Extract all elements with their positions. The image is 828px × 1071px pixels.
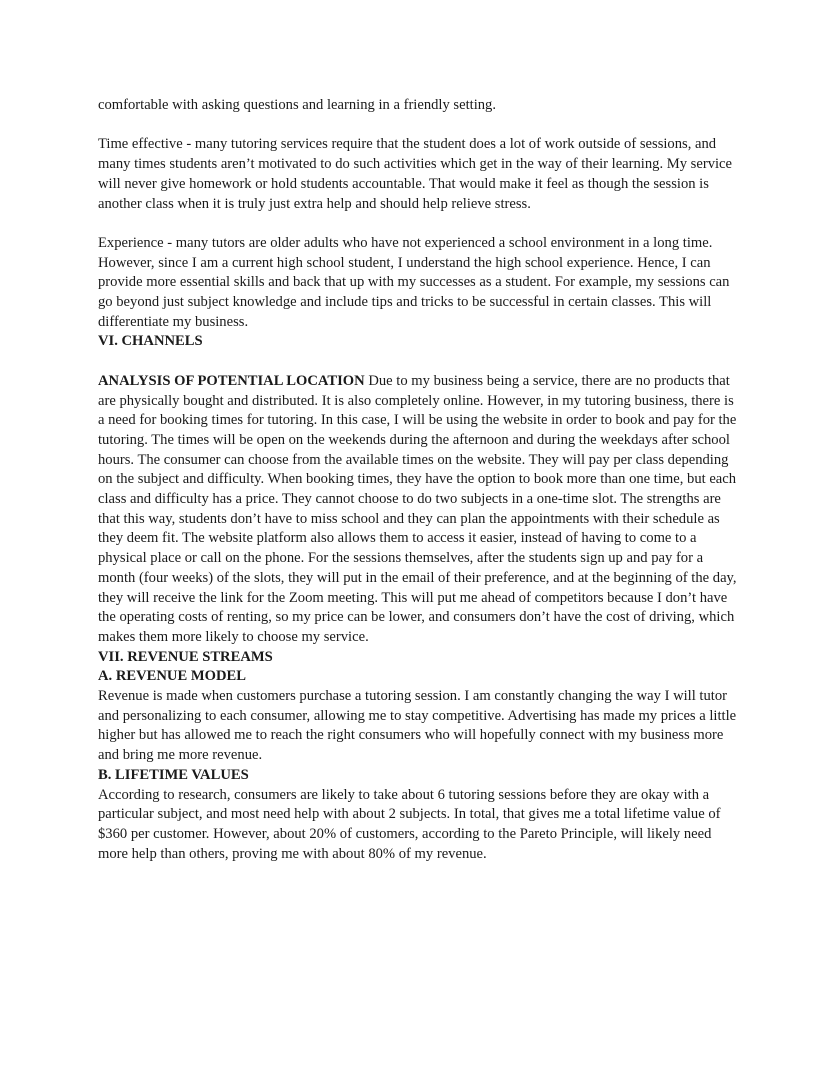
experience-paragraph: Experience - many tutors are older adults who have not experienced a school environment in a long time. However, since I am a current high school student, I understand the high school experience. Hence, I can provide more essential skills and back that up with my successes as a student. For example, my sessions can go beyond just subject knowledge and include tips and tricks to be successful in certain classes. This will differentiate my business. (98, 234, 730, 330)
location-label: ANALYSIS OF POTENTIAL LOCATION (98, 372, 365, 389)
lifetime-values-paragraph: According to research, consumers are likely to take about 6 tutoring sessions before they are okay with a particular subject, and most need help with about 2 subjects. In total, that gives me a total lifetime value of $360 per customer. However, about 20% of customers, according to the Pareto Principle, will likely need more help than others, proving me with about 80% of my revenue. (98, 786, 721, 862)
location-paragraph (98, 372, 738, 648)
revenue-model-heading: A. REVENUE MODEL (98, 668, 246, 685)
channels-heading: VI. CHANNELS (98, 333, 203, 350)
lifetime-values-heading: B. LIFETIME VALUES (98, 766, 249, 783)
revenue-streams-heading: VII. REVENUE STREAMS (98, 648, 273, 665)
document-page (98, 96, 738, 864)
intro-tail-paragraph: comfortable with asking questions and learning in a friendly setting. (98, 97, 496, 113)
revenue-model-paragraph: Revenue is made when customers purchase a tutoring session. I am constantly changing the way I will tutor and personalizing to each consumer, allowing me to stay competitive. Advertising has made my prices a little higher but has allowed me to reach the right consumers who will hopefully connect with my business more and bring me more revenue. (98, 688, 737, 764)
location-text: Due to my business being a service, there are no products that are physically bought and distributed. It is also completely online. However, in my tutoring business, there is a need for booking times for tutoring. In this case, I will be using the website in order to book and pay for the tutoring. The times will be open on the weekends during the afternoon and during the weekdays after school hours. The consumer can choose from the available times on the website. They will pay per class depending on the subject and difficulty. When booking times, they have the option to book more than one time, but each class and difficulty has a price. They cannot choose to do two subjects in a one-time slot. The strengths are that this way, students don’t have to miss school and they can plan the appointments with their schedule as they deem fit. The website platform also allows them to access it easier, instead of having to come to a physical place or call on the phone. For the sessions themselves, after the students sign up and pay for a month (four weeks) of the slots, they will put in the email of their preference, and at the beginning of the day, they will receive the link for the Zoom meeting. This will put me ahead of competitors because I don’t have the operating costs of renting, so my price can be lower, and consumers don’t have the cost of driving, which makes them more likely to choose my service. (98, 372, 737, 645)
time-effective-paragraph: Time effective - many tutoring services require that the student does a lot of work outside of sessions, and many times students aren’t motivated to do such activities which get in the way of their learning. My service will never give homework or hold students accountable. That would make it feel as though the session is another class when it is truly just extra help and should help relieve stress. (98, 136, 732, 212)
